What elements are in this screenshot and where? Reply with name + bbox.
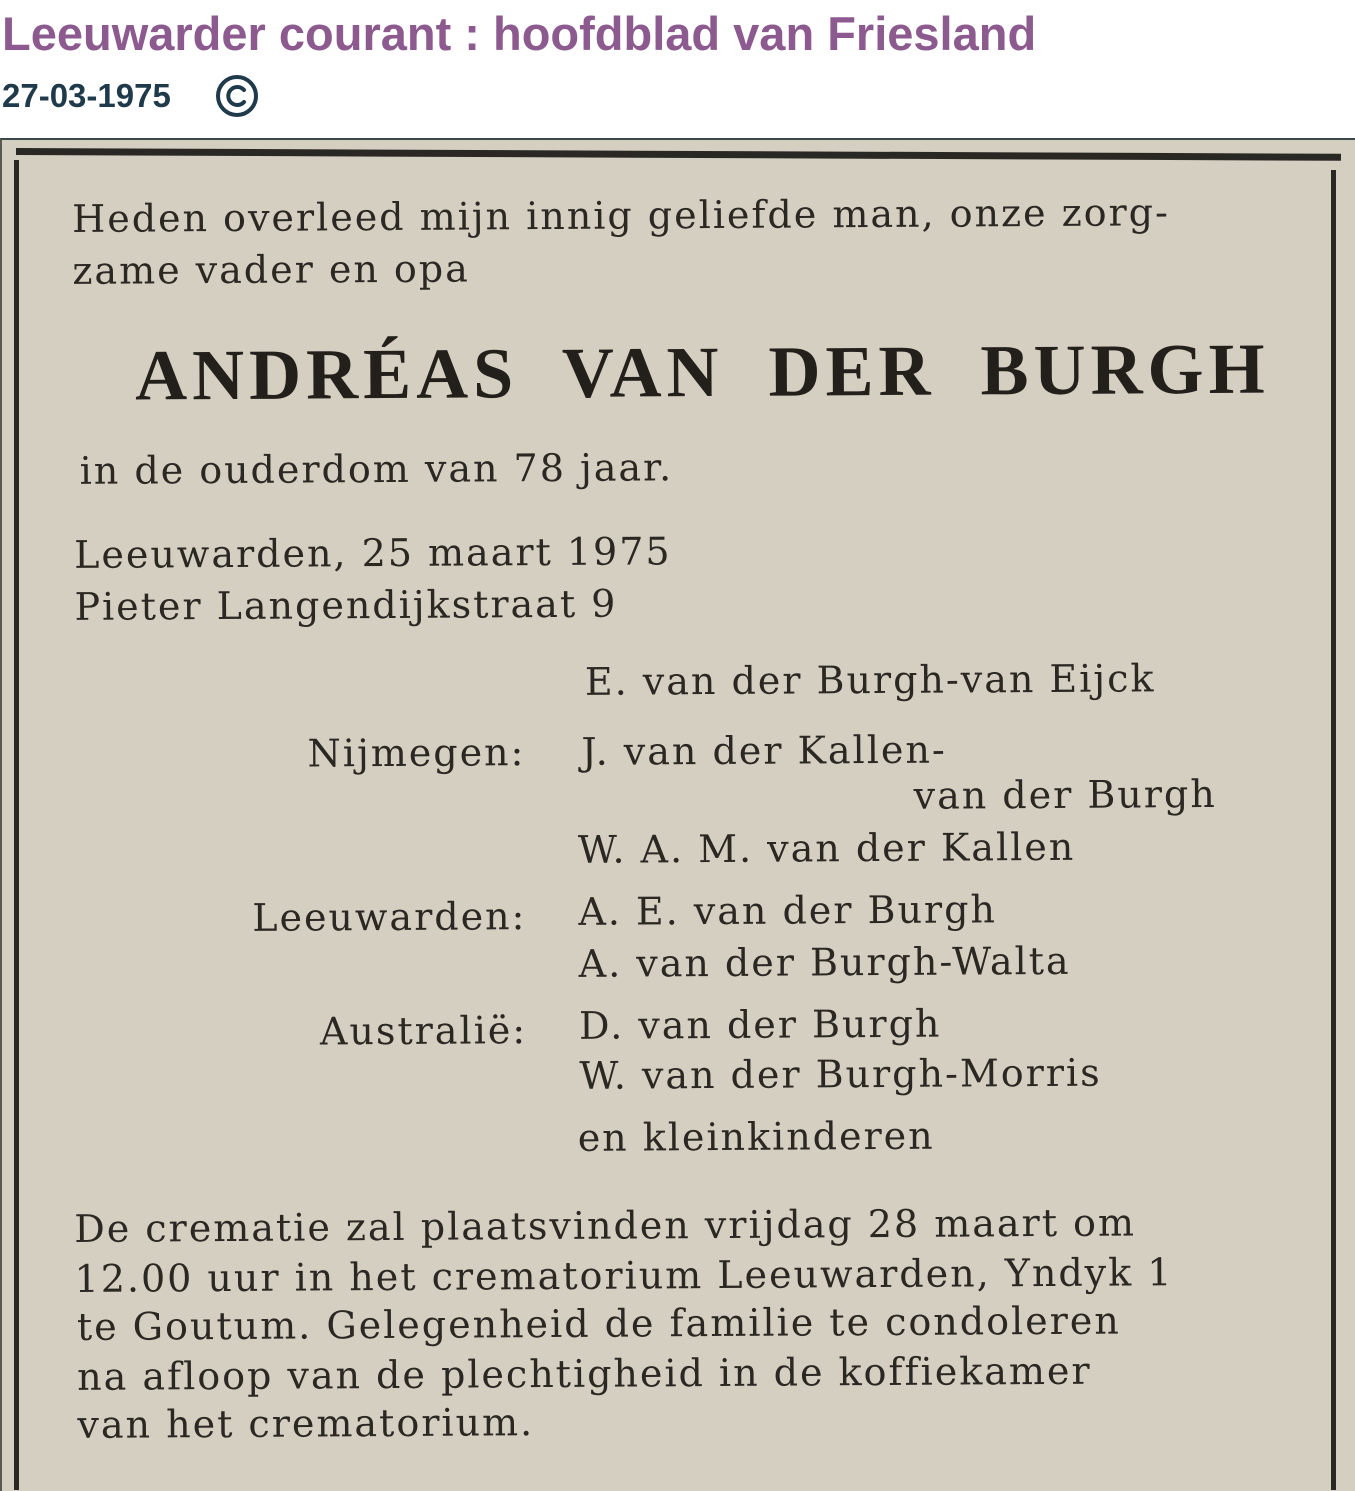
age-line: in de ouderdom van 78 jaar. [79,445,674,493]
date-line [2,72,259,120]
publication-date: 27-03-1975 [2,77,171,114]
newspaper-clipping [0,138,1355,1491]
relative-place: Nijmegen: [307,730,526,776]
relative-name: A. van der Burgh-Walta [578,938,1071,986]
relative-name: E. van der Burgh-van Eijck [584,656,1156,704]
intro-line: Heden overleed mijn innig geliefde man, onze zorg- [71,190,1170,241]
cremation-line: na afloop van de plechtigheid in de koffiekamer [77,1348,1092,1399]
newspaper-title: Leeuwarder courant : hoofdblad van Friesland [2,7,1037,60]
deceased-name: ANDRÉAS VAN DER BURGH [134,328,1270,416]
copyright-icon [215,74,259,118]
cremation-line: 12.00 uur in het crematorium Leeuwarden, Yndyk 1 [74,1250,1174,1301]
relative-name: van der Burgh [913,771,1217,818]
relative-name: A. E. van der Burgh [578,887,998,934]
relative-name: D. van der Burgh [578,1001,942,1048]
relative-name: W. van der Burgh-Morris [579,1050,1102,1098]
relative-name: W. A. M. van der Kallen [577,824,1076,872]
cremation-line: De crematie zal plaatsvinden vrijdag 28 maart om [74,1200,1137,1251]
intro-line: zame vader en opa [72,246,470,293]
relative-place: Leeuwarden: [252,894,527,940]
cremation-line: van het crematorium. [77,1400,535,1447]
place-date-line: Leeuwarden, 25 maart 1975 [74,529,672,577]
death-notice [2,138,1355,1491]
page-header [0,0,1355,138]
cremation-line: te Goutum. Gelegenheid de familie te condoleren [76,1298,1121,1349]
address-line: Pieter Langendijkstraat 9 [74,581,618,629]
grandchildren-line: en kleinkinderen [577,1113,935,1160]
relative-name: J. van der Kallen- [581,727,947,774]
relative-place: Australië: [319,1008,528,1054]
